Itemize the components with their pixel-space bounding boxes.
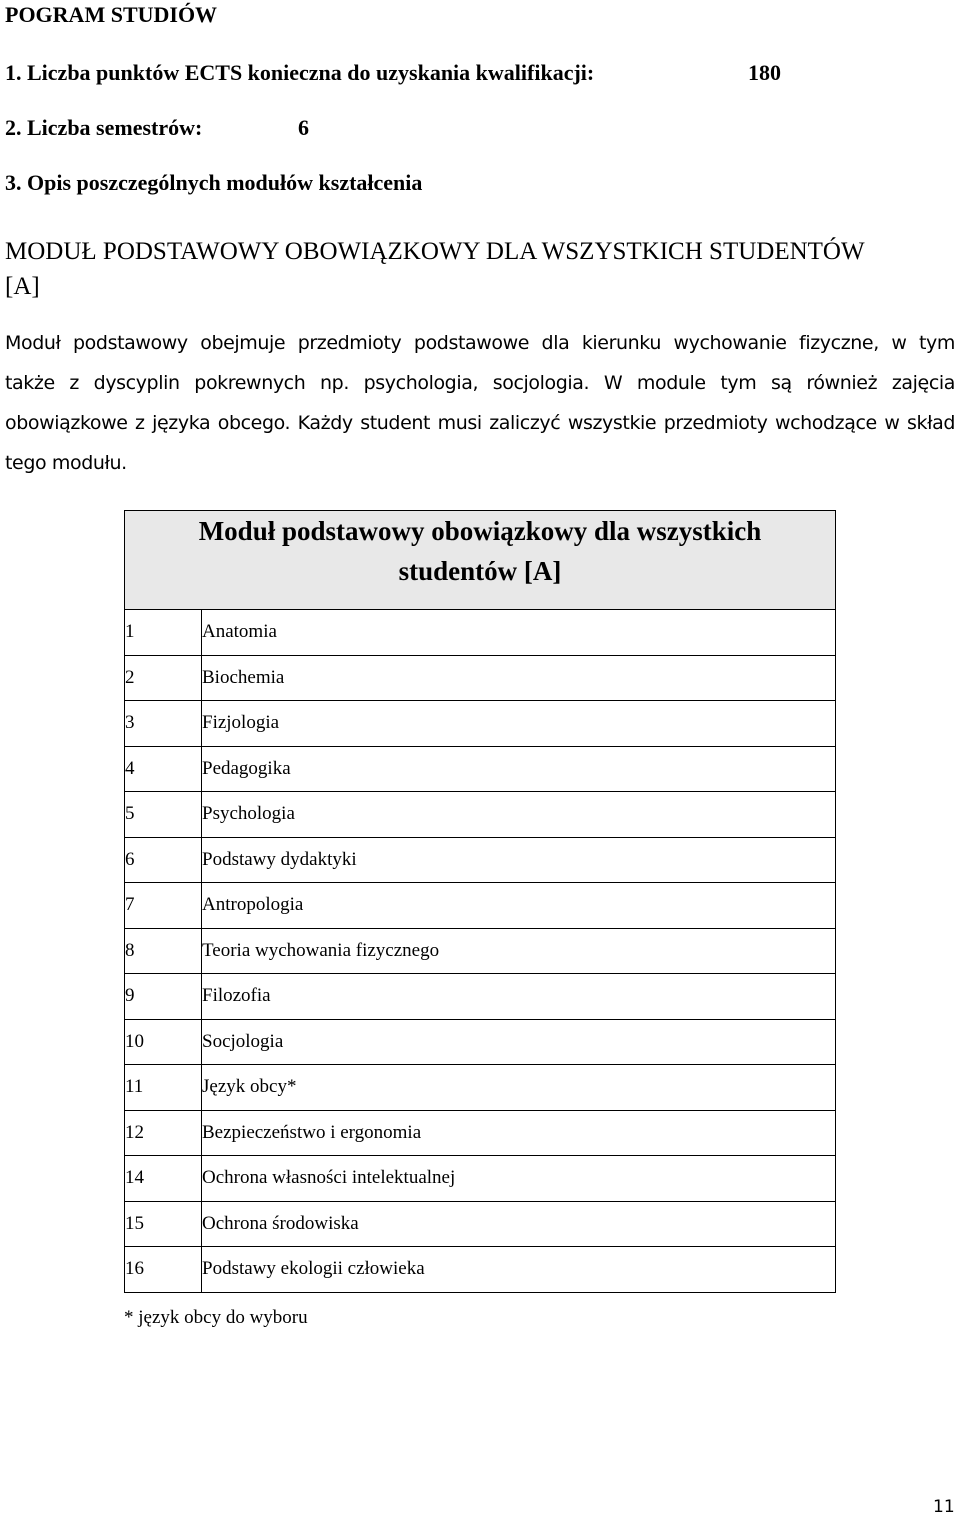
row-number: 9 bbox=[125, 974, 202, 1020]
module-heading-line1: MODUŁ PODSTAWOWY OBOWIĄZKOWY DLA WSZYSTKICH STUDENTÓW bbox=[5, 238, 865, 265]
row-number: 7 bbox=[125, 883, 202, 929]
table-row bbox=[125, 974, 836, 1020]
row-subject: Bezpieczeństwo i ergonomia bbox=[202, 1110, 836, 1156]
row-subject: Fizjologia bbox=[202, 701, 836, 747]
row-number: 14 bbox=[125, 1156, 202, 1202]
table-row bbox=[125, 1065, 836, 1111]
row-number: 5 bbox=[125, 792, 202, 838]
table-header bbox=[125, 511, 836, 610]
row-number: 2 bbox=[125, 655, 202, 701]
ects-label: 1. Liczba punktów ECTS konieczna do uzyskania kwalifikacji: bbox=[5, 60, 595, 85]
module-description-line4: tego modułu. bbox=[5, 452, 127, 474]
row-number: 12 bbox=[125, 1110, 202, 1156]
row-number: 3 bbox=[125, 701, 202, 747]
table-header-line1: Moduł podstawowy obowiązkowy dla wszystkich bbox=[198, 516, 762, 546]
table-row bbox=[125, 610, 836, 656]
module-description-line1: Moduł podstawowy obejmuje przedmioty podstawowe dla kierunku wychowanie fizyczne, w tym bbox=[5, 332, 955, 354]
table-row bbox=[125, 655, 836, 701]
modules-description-heading: 3. Opis poszczególnych modułów kształcenia bbox=[5, 170, 423, 195]
row-subject: Pedagogika bbox=[202, 746, 836, 792]
row-subject: Biochemia bbox=[202, 655, 836, 701]
module-description-line3: obowiązkowe z języka obcego. Każdy student musi zaliczyć wszystkie przedmioty wchodzące w skład bbox=[5, 412, 955, 434]
table-row bbox=[125, 1019, 836, 1065]
row-number: 15 bbox=[125, 1201, 202, 1247]
row-subject: Ochrona środowiska bbox=[202, 1201, 836, 1247]
row-number: 10 bbox=[125, 1019, 202, 1065]
semesters-value: 6 bbox=[298, 115, 309, 140]
document-title: POGRAM STUDIÓW bbox=[5, 2, 218, 27]
row-subject: Filozofia bbox=[202, 974, 836, 1020]
ects-value: 180 bbox=[748, 60, 781, 85]
row-number: 1 bbox=[125, 610, 202, 656]
row-subject: Podstawy dydaktyki bbox=[202, 837, 836, 883]
table-row bbox=[125, 1110, 836, 1156]
row-subject: Psychologia bbox=[202, 792, 836, 838]
row-number: 6 bbox=[125, 837, 202, 883]
table-row bbox=[125, 1201, 836, 1247]
row-subject: Socjologia bbox=[202, 1019, 836, 1065]
table-row bbox=[125, 792, 836, 838]
table-row bbox=[125, 746, 836, 792]
module-heading-line2: [A] bbox=[5, 273, 40, 300]
row-subject: Antropologia bbox=[202, 883, 836, 929]
module-subjects-table bbox=[124, 510, 836, 1293]
table-row bbox=[125, 837, 836, 883]
row-subject: Podstawy ekologii człowieka bbox=[202, 1247, 836, 1293]
row-subject: Teoria wychowania fizycznego bbox=[202, 928, 836, 974]
page-number: 11 bbox=[933, 1497, 955, 1517]
module-description-line2: także z dyscyplin pokrewnych np. psychologia, socjologia. W module tym są również zajęcia bbox=[5, 372, 955, 394]
row-subject: Ochrona własności intelektualnej bbox=[202, 1156, 836, 1202]
table-row bbox=[125, 928, 836, 974]
row-subject: Język obcy* bbox=[202, 1065, 836, 1111]
semesters-label: 2. Liczba semestrów: bbox=[5, 115, 203, 140]
table-header-line2: studentów [A] bbox=[398, 556, 562, 586]
table-row bbox=[125, 1247, 836, 1293]
row-number: 8 bbox=[125, 928, 202, 974]
row-number: 11 bbox=[125, 1065, 202, 1111]
table-footnote: * język obcy do wyboru bbox=[124, 1307, 308, 1328]
row-subject: Anatomia bbox=[202, 610, 836, 656]
table-row bbox=[125, 883, 836, 929]
table-row bbox=[125, 1156, 836, 1202]
table-row bbox=[125, 701, 836, 747]
row-number: 4 bbox=[125, 746, 202, 792]
row-number: 16 bbox=[125, 1247, 202, 1293]
